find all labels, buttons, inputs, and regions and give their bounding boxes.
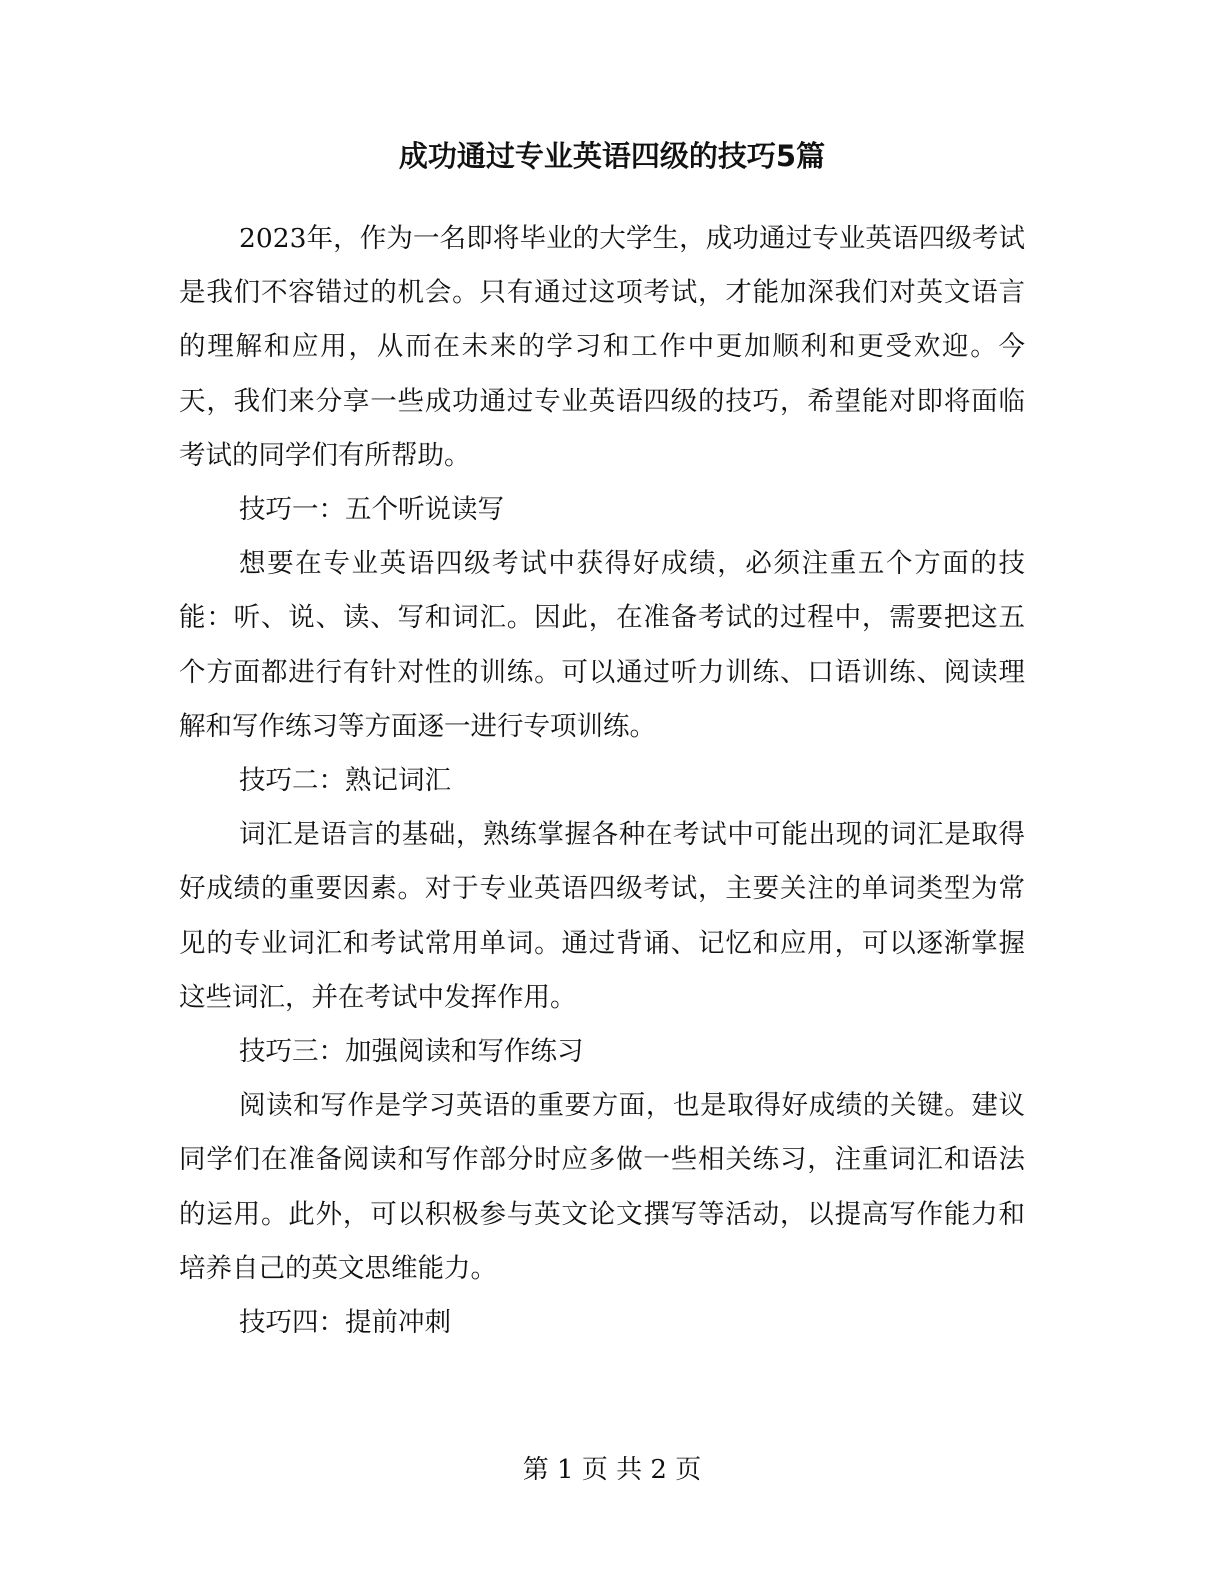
tip-one-heading: 技巧一：五个听说读写 (239, 494, 504, 526)
page-number-footer: 第 1 页 共 2 页 (522, 1455, 702, 1485)
intro-paragraph: 2023年，作为一名即将毕业的大学生，成功通过专业英语四级考试是我们不容错过的机会。只有通过这项考试，才能加深我们对英文语言的理解和应用，从而在未来的学习和工作中更加顺利和更受欢迎。今天，我们来分享一些成功通过专业英语四级的技巧，希望能对即将面临考试的同学们有所帮助。 (179, 223, 1025, 471)
tip-two-paragraph: 词汇是语言的基础，熟练掌握各种在考试中可能出现的词汇是取得好成绩的重要因素。对于专业英语四级考试，主要关注的单词类型为常见的专业词汇和考试常用单词。通过背诵、记忆和应用，可以逐渐掌握这些词汇，并在考试中发挥作用。 (179, 819, 1025, 1013)
tip-three-paragraph: 阅读和写作是学习英语的重要方面，也是取得好成绩的关键。建议同学们在准备阅读和写作部分时应多做一些相关练习，注重词汇和语法的运用。此外，可以积极参与英文论文撰写等活动，以提高写作能力和培养自己的英文思维能力。 (179, 1090, 1025, 1284)
tip-two-heading: 技巧二：熟记词汇 (239, 765, 451, 797)
document-title: 成功通过专业英语四级的技巧5篇 (398, 139, 826, 173)
tip-three-heading: 技巧三：加强阅读和写作练习 (239, 1036, 584, 1068)
tip-four-heading: 技巧四：提前冲刺 (239, 1307, 451, 1339)
document-body (179, 212, 1025, 1350)
tip-one-paragraph: 想要在专业英语四级考试中获得好成绩，必须注重五个方面的技能：听、说、读、写和词汇。因此，在准备考试的过程中，需要把这五个方面都进行有针对性的训练。可以通过听力训练、口语训练、阅读理解和写作练习等方面逐一进行专项训练。 (179, 548, 1025, 742)
